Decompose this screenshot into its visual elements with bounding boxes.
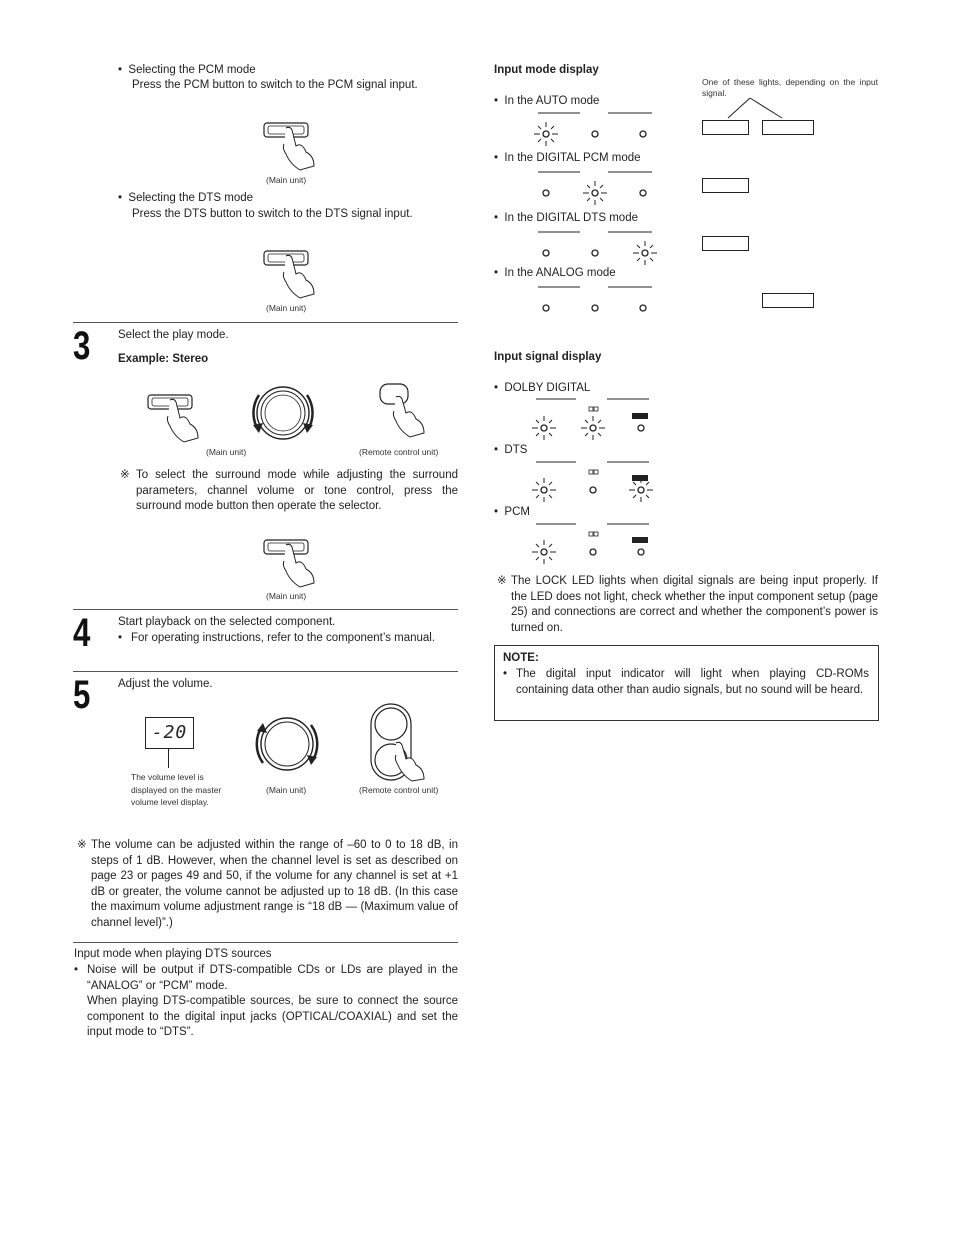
divider [73,609,458,610]
dts-section-para: When playing DTS-compatible sources, be sure to connect the source component to the digital input jacks (OPTICAL/COAXIAL) and set the input mode to “DTS”. [87,995,458,1038]
step-5-text: Adjust the volume. [118,678,213,690]
step-3-number: 3 [73,324,91,368]
mode-auto-label: • In the AUTO mode [494,95,600,107]
dts-section-title: Input mode when playing DTS sources [74,948,272,960]
dts-caption: (Main unit) [266,303,307,313]
step-5-main-caption: (Main unit) [266,785,307,795]
signal-dts-label: • DTS [494,444,528,456]
step-3-main-caption-2: (Main unit) [266,591,307,601]
dts-text: Press the DTS button to switch to the DTS signal input. [132,208,413,220]
signal-dolby-label: • DOLBY DIGITAL [494,382,591,394]
input-mode-annotation: One of these lights, depending on the input signal. [702,77,878,98]
remote-button-press-illustration [378,383,434,439]
display-segment-box [702,120,749,135]
surround-mode-button-press-illustration [262,537,322,587]
dts-button-press-illustration [262,248,322,298]
annotation-arrows [720,96,800,120]
step-5-number: 5 [73,673,91,717]
step-4-bullet: For operating instructions, refer to the component’s manual. [131,632,436,644]
ref-mark: ※ [497,575,507,587]
pcm-caption: (Main unit) [266,175,307,185]
volume-display [145,717,194,749]
mode-analog-label: • In the ANALOG mode [494,267,616,279]
note-text: The digital input indicator will light when playing CD-ROMs containing data other than audio signals, but no sound will be heard. [516,668,869,696]
volume-knob-icon [247,713,331,775]
step-3-note: To select the surround mode while adjusting the surround parameters, channel volume or tone control, press the surround mode button then operate the selector. [136,469,458,512]
signal-pcm-label: • PCM [494,506,530,518]
note-title: NOTE: [503,652,539,664]
mode-dts-label: • In the DIGITAL DTS mode [494,212,638,224]
step-4-number: 4 [73,611,91,655]
divider [73,942,458,943]
step-3-remote-caption: (Remote control unit) [359,447,439,457]
step-3-main-caption: (Main unit) [206,447,247,457]
divider [73,671,458,672]
input-signal-title: Input signal display [494,351,602,363]
mode-pcm-label: • In the DIGITAL PCM mode [494,152,641,164]
input-mode-indicators [530,110,660,320]
leader-line [168,748,169,768]
display-segment-box [762,293,814,308]
display-segment-box [762,120,814,135]
selector-knob-icon [243,383,327,443]
input-signal-indicators [530,396,660,566]
input-mode-title: Input mode display [494,64,599,76]
pcm-bullet: • Selecting the PCM mode [118,64,256,76]
step-4-bullet-mark: • [118,632,123,644]
divider [73,322,458,323]
lock-note: The LOCK LED lights when digital signals are being input properly. If the LED does not light, check whether the input component setup (page 25) and connections are correct and whether the component’s power is turned on. [511,575,878,634]
remote-volume-buttons-illustration [370,703,440,781]
ref-mark: ※ [120,469,130,481]
ref-mark: ※ [77,839,87,851]
dts-bullet: • Selecting the DTS mode [118,192,254,204]
surround-button-press-illustration [146,392,206,442]
step-3-text: Select the play mode. [118,329,229,341]
volume-note: The volume can be adjusted within the range of –60 to 0 to 18 dB, in steps of 1 dB. However, when the channel level is set as described on page 23 or pages 49 and 50, if the volume for any channel is set at +1 dB or greater, the volume cannot be adjusted up to 18 dB. (In this case the maximum volume adjustment range is “18 dB — (Maximum value of channel level)”.) [91,839,458,929]
step-4-text: Start playback on the selected component. [118,616,336,628]
display-segment-box [702,178,749,193]
pcm-text: Press the PCM button to switch to the PCM signal input. [132,79,418,91]
step-5-remote-caption: (Remote control unit) [359,785,439,795]
display-segment-box [702,236,749,251]
note-box [494,645,879,721]
volume-display-value: -20 [151,722,188,743]
step-3-example: Example: Stereo [118,353,209,365]
pcm-button-press-illustration [262,120,322,170]
volume-display-caption: The volume level is displayed on the master volume level display. [131,772,222,807]
dts-section-bullet-mark: • [74,964,79,976]
note-bullet-mark: • [503,668,508,680]
dts-section-bullet: Noise will be output if DTS-compatible CDs or LDs are played in the “ANALOG” or “PCM” mode. [87,964,458,992]
